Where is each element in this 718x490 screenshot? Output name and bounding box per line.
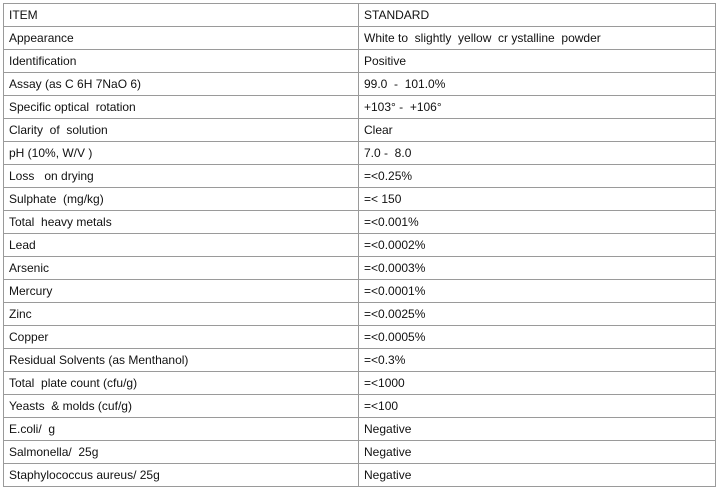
table-row — [4, 96, 716, 119]
item-cell: Staphylococcus aureus/ 25g — [4, 464, 359, 487]
table-row — [4, 372, 716, 395]
table-row — [4, 73, 716, 96]
standard-cell: =< 150 — [359, 188, 716, 211]
item-cell: E.coli/ g — [4, 418, 359, 441]
standard-cell: Negative — [359, 464, 716, 487]
item-cell: Total heavy metals — [4, 211, 359, 234]
item-cell: Loss on drying — [4, 165, 359, 188]
item-cell: Sulphate (mg/kg) — [4, 188, 359, 211]
item-cell: pH (10%, W/V ) — [4, 142, 359, 165]
standard-cell: 7.0 - 8.0 — [359, 142, 716, 165]
table-row — [4, 188, 716, 211]
item-cell: Specific optical rotation — [4, 96, 359, 119]
item-cell: Zinc — [4, 303, 359, 326]
table-row — [4, 119, 716, 142]
item-cell: Total plate count (cfu/g) — [4, 372, 359, 395]
item-cell: Clarity of solution — [4, 119, 359, 142]
item-cell: Lead — [4, 234, 359, 257]
standard-cell: Negative — [359, 441, 716, 464]
item-cell: Identification — [4, 50, 359, 73]
table-row — [4, 395, 716, 418]
table-row — [4, 418, 716, 441]
table-row — [4, 234, 716, 257]
table-row — [4, 349, 716, 372]
table-row — [4, 165, 716, 188]
table-row — [4, 303, 716, 326]
table-row — [4, 211, 716, 234]
item-cell: Residual Solvents (as Menthanol) — [4, 349, 359, 372]
item-cell: Mercury — [4, 280, 359, 303]
table-row — [4, 142, 716, 165]
item-cell: Appearance — [4, 27, 359, 50]
table-row — [4, 280, 716, 303]
standard-cell: Clear — [359, 119, 716, 142]
standard-cell: =<0.0001% — [359, 280, 716, 303]
item-cell: Copper — [4, 326, 359, 349]
specification-table — [3, 3, 716, 487]
standard-cell: =<0.0025% — [359, 303, 716, 326]
table-row — [4, 441, 716, 464]
table-header-row — [4, 4, 716, 27]
standard-cell: =<0.0005% — [359, 326, 716, 349]
item-cell: Arsenic — [4, 257, 359, 280]
standard-cell: =<0.001% — [359, 211, 716, 234]
table-row — [4, 50, 716, 73]
standard-cell: =<100 — [359, 395, 716, 418]
standard-cell: =<0.25% — [359, 165, 716, 188]
header-standard: STANDARD — [359, 4, 716, 27]
table-row — [4, 326, 716, 349]
standard-cell: Negative — [359, 418, 716, 441]
table-row — [4, 257, 716, 280]
standard-cell: =<0.0002% — [359, 234, 716, 257]
specification-table-body — [4, 4, 716, 487]
item-cell: Assay (as C 6H 7NaO 6) — [4, 73, 359, 96]
table-row — [4, 464, 716, 487]
item-cell: Yeasts & molds (cuf/g) — [4, 395, 359, 418]
standard-cell: 99.0 - 101.0% — [359, 73, 716, 96]
standard-cell: =<1000 — [359, 372, 716, 395]
table-row — [4, 27, 716, 50]
standard-cell: =<0.3% — [359, 349, 716, 372]
standard-cell: +103° - +106° — [359, 96, 716, 119]
header-item: ITEM — [4, 4, 359, 27]
standard-cell: =<0.0003% — [359, 257, 716, 280]
standard-cell: Positive — [359, 50, 716, 73]
standard-cell: White to slightly yellow cr ystalline powder — [359, 27, 716, 50]
item-cell: Salmonella/ 25g — [4, 441, 359, 464]
